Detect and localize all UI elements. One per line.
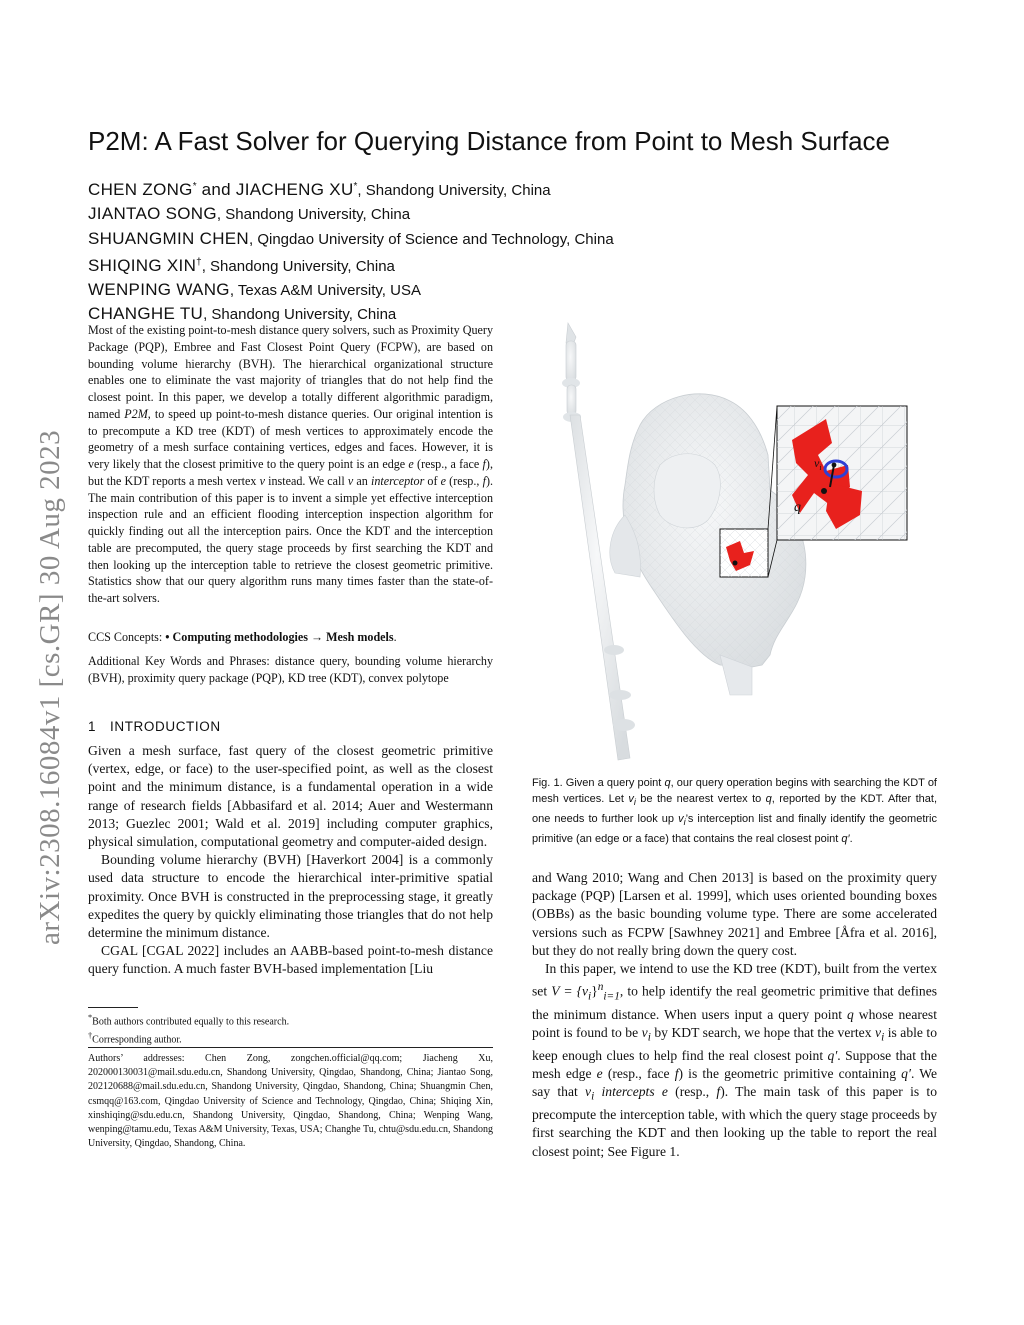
math-subscript: i <box>881 1031 885 1044</box>
abstract-text: an <box>353 473 371 488</box>
abstract-text: instead. We call <box>264 473 348 488</box>
paragraph-text: . We say that <box>532 1066 938 1100</box>
math-var: v <box>628 793 634 806</box>
author-name: JIACHENG XU <box>235 180 354 199</box>
abstract-text: (resp., a face <box>413 457 483 471</box>
author-name: CHANGHE TU <box>88 304 204 324</box>
paragraph-text: ). The main task of this paper is to precompute the interception table, with which the query stage proceeds by first searching the KDT and then looking up the table to report the real closest point; See Figure 1. <box>532 1084 937 1159</box>
math-var: v <box>347 473 354 488</box>
section-heading <box>88 719 221 734</box>
ccs-concepts <box>88 629 493 646</box>
abstract-text: ), but the KDT reports a mesh vertex <box>88 457 493 488</box>
math-var: v <box>875 1024 882 1040</box>
footnotes <box>88 1011 493 1048</box>
math-set: V = {v <box>551 983 589 999</box>
section-title: INTRODUCTION <box>110 719 221 734</box>
author-name: CHEN ZONG <box>88 180 193 199</box>
math-var: v <box>585 1084 592 1100</box>
abstract-text: of <box>424 473 441 488</box>
footnote-mark: † <box>88 1031 93 1041</box>
math-var: v <box>678 813 684 825</box>
figure-caption <box>532 775 937 847</box>
footnote-text: Corresponding author. <box>92 1034 182 1046</box>
author-name: SHUANGMIN CHEN <box>88 228 249 248</box>
math-subscript: i <box>588 990 592 1003</box>
ccs-arrow: → <box>307 630 327 644</box>
intro-column-left <box>88 742 493 979</box>
section-number: 1 <box>88 719 97 734</box>
address-rule <box>88 1047 493 1048</box>
author-affiliation: , Texas A&M University, USA <box>229 282 421 300</box>
math-var: f <box>674 1066 679 1081</box>
abstract-text: ). The main contribution of this paper is to invent a simple yet effective interception inspection rule and an efficient flooding interception inspection algorithm for quickly finding out all the interception pairs. Once the KDT and the interception table are precomputed, the query stage proceeds by first searching the KDT and then looking up the interception table to retrieve the closest geometric primitive. Statistics show that our query algorithm runs many times faster than the state-of-the-art solvers. <box>88 473 493 605</box>
figure-1 <box>530 315 940 770</box>
author-name: SHIQING XIN <box>88 255 197 275</box>
caption-text: . <box>849 832 853 845</box>
ccs-term: Computing methodologies <box>172 630 308 644</box>
math-var: q <box>765 793 772 806</box>
math-subscript: i <box>591 1090 595 1103</box>
zoom-inset <box>777 406 907 540</box>
math-superscript: n <box>597 981 604 994</box>
paper-title: P2M: A Fast Solver for Querying Distance from Point to Mesh Surface <box>88 126 891 156</box>
paragraph-text: whose nearest point is found to be <box>532 1006 937 1040</box>
ccs-bullet: • <box>165 630 173 644</box>
caption-text: ’s interception list and finally identify the geometric primitive (an edge or a face) that contains the real closest point <box>532 813 937 845</box>
equal-contrib-mark: * <box>353 181 358 192</box>
math-var: q <box>847 1006 854 1022</box>
author-line-3 <box>88 227 614 251</box>
paragraph-text: , to help identify the real geometric primitive that defines the minimum distance. When users input a query point <box>532 983 938 1022</box>
inset-label-q: q <box>794 500 801 515</box>
abstract <box>88 322 493 607</box>
author-affiliation: , Qingdao University of Science and Technology, China <box>249 230 614 248</box>
math-var: e <box>408 457 414 471</box>
small-inset-box <box>720 529 768 577</box>
abstract-text: , to speed up point-to-mesh distance queries. Our original intention is to precompute a KD tree (KDT) of mesh vertices to approximately encode the geometry of a mesh surface containing vertices, edges and faces. However, it is very likely that the closest primitive to the query point is an edge <box>88 406 493 471</box>
footnote-rule <box>88 1007 138 1008</box>
caption-text: , reported by the KDT. After that, one needs to further look up <box>532 793 938 825</box>
equal-contrib-mark: * <box>192 181 197 192</box>
author-affiliation: , Shandong University, China <box>201 257 395 275</box>
author-name: WENPING WANG <box>88 280 230 300</box>
author-name: JIANTAO SONG <box>88 204 217 224</box>
math-var: q′ <box>841 832 850 845</box>
math-var: f <box>482 457 486 471</box>
paragraph <box>532 960 937 1161</box>
author-line-1 <box>88 175 614 202</box>
author-affiliation: , Shandong University, China <box>216 206 411 224</box>
footnote <box>88 1011 493 1029</box>
paragraph-text: by KDT search, we hope that the vertex <box>650 1024 876 1040</box>
ccs-term: Mesh models <box>326 630 394 644</box>
abstract-text: Most of the existing point-to-mesh distance query solvers, such as Proximity Query Package (PQP), Embree and Fast Closest Point Query (FCPW), are based on bounding volume hierarchy (BVH). The hierarchical organizational structure enables one to eliminate the vast majority of triangles that do not help find the closest point. In this paper, we develop a totally different algorithmic paradigm, named <box>88 323 493 421</box>
paragraph-text: ) is the geometric primitive containing <box>678 1066 902 1081</box>
intro-column-right <box>532 869 937 1161</box>
paragraph-emph: intercepts e <box>594 1084 668 1100</box>
paragraph-text: . Suppose that the mesh edge <box>532 1047 937 1081</box>
abstract-text: (resp., <box>446 473 483 488</box>
author-affiliation: , Shandong University, China <box>203 306 397 324</box>
footnote-mark: * <box>88 1013 93 1022</box>
math-var: q <box>664 777 671 789</box>
inset-label-vi: $v_i$ <box>814 456 822 472</box>
paragraph: and Wang 2010; Wang and Chen 2013] is based on the proximity query package (PQP) [Larsen et al. 1999], which uses oriented bounding boxes (OBBs) as the basic bounding volume type. There are some accelerated versions such as FCPW [Sawhney 2021] and Embree [Åfra et al. 2016], but they do not really bring down the query cost. <box>532 870 937 958</box>
math-subscript: i <box>647 1031 651 1044</box>
author-line-5 <box>88 278 614 302</box>
footnote-text: Both authors contributed equally to this research. <box>92 1016 290 1028</box>
math-subscript: i <box>683 817 686 828</box>
abstract-emph: P2M <box>124 406 148 421</box>
paragraph-text: (resp., <box>667 1084 717 1100</box>
math-var: v <box>641 1024 648 1040</box>
paragraph: Given a mesh surface, fast query of the closest geometric primitive (vertex, edge, or face) to the user-specified point, as well as the closest point and the minimum distance, is a fundamental operation in a wide range of research fields [Abbasifard et al. 2014; Auer and Westermann 2013; Guezlec 2001; Wald et al. 2019] including computer graphics, physical simulation, computational geometry and computer-aided design. <box>88 743 493 850</box>
footnote <box>88 1029 493 1047</box>
statue-mesh <box>610 394 806 695</box>
author-affiliation: , Shandong University, China <box>357 182 551 199</box>
math-var: q′ <box>827 1047 838 1063</box>
author-conjunction: and <box>196 180 236 199</box>
caption-text: Fig. 1. Given a query point <box>532 777 665 789</box>
paragraph: CGAL [CGAL 2022] includes an AABB-based point-to-mesh distance query function. A much faster BVH-based implementation [Liu <box>88 943 493 977</box>
caption-text: , our query operation begins with searching the KDT of mesh vertices. Let <box>532 777 937 806</box>
math-var: f <box>716 1084 721 1100</box>
math-subscript: i <box>633 797 636 808</box>
author-addresses: Authors’ addresses: Chen Zong, zongchen.official@qq.com; Jiacheng Xu, 202000130031@mail.sdu.edu.cn, Shandong University, Qingdao, Shandong, China; Jiantao Song, 202120688@mail.sdu.edu.cn, Shandong University, Qingdao, Shandong, China; Shuangmin Chen, csmqq@163.com, Qingdao University of Science and Technology, Qingdao, China; Shiqing Xin, xinshiqing@sdu.edu.cn, Shandong University, Qingdao, Shandong, China; Wenping Wang, wenping@tamu.edu, Texas A&M University, Texas, USA; Changhe Tu, chtu@sdu.edu.cn, Shandong University, Qingdao, Shandong, China. <box>88 1053 493 1150</box>
ccs-end: . <box>393 630 397 644</box>
keywords: Additional Key Words and Phrases: distance query, bounding volume hierarchy (BVH), proximity query package (PQP), KD tree (KDT), convex polytope <box>88 654 493 685</box>
math-subscript: i=1 <box>603 990 620 1003</box>
paragraph-text: is able to keep enough clues to help find the real closest point <box>532 1024 938 1063</box>
math-var: q′ <box>901 1066 911 1081</box>
ccs-label: CCS Concepts: <box>88 630 166 644</box>
math-var: e <box>596 1066 603 1081</box>
corresponding-mark: † <box>196 256 202 268</box>
caption-text: be the nearest vertex to <box>635 793 766 806</box>
author-list <box>88 175 614 327</box>
math-var: e <box>440 473 447 488</box>
abstract-emph: interceptor <box>370 473 425 488</box>
author-line-2 <box>88 202 614 226</box>
math-var: v <box>259 473 265 488</box>
arxiv-stamp: arXiv:2308.16084v1 [cs.GR] 30 Aug 2023 <box>34 429 66 945</box>
math-set-close: } <box>591 983 598 999</box>
author-line-4 <box>88 251 614 278</box>
math-var: f <box>482 473 486 488</box>
paragraph-text: In this paper, we intend to use the KD tree (KDT), built from the vertex set <box>532 961 937 999</box>
paragraph: Bounding volume hierarchy (BVH) [Haverkort 2004] is a commonly used data structure to encode the hierarchical inter-primitive spatial proximity. Once BVH is constructed in the preprocessing stage, it greatly expedites the query by quickly eliminating those triangles that do not help determine the minimum distance. <box>88 852 493 941</box>
paragraph-text: (resp., face <box>602 1066 675 1081</box>
